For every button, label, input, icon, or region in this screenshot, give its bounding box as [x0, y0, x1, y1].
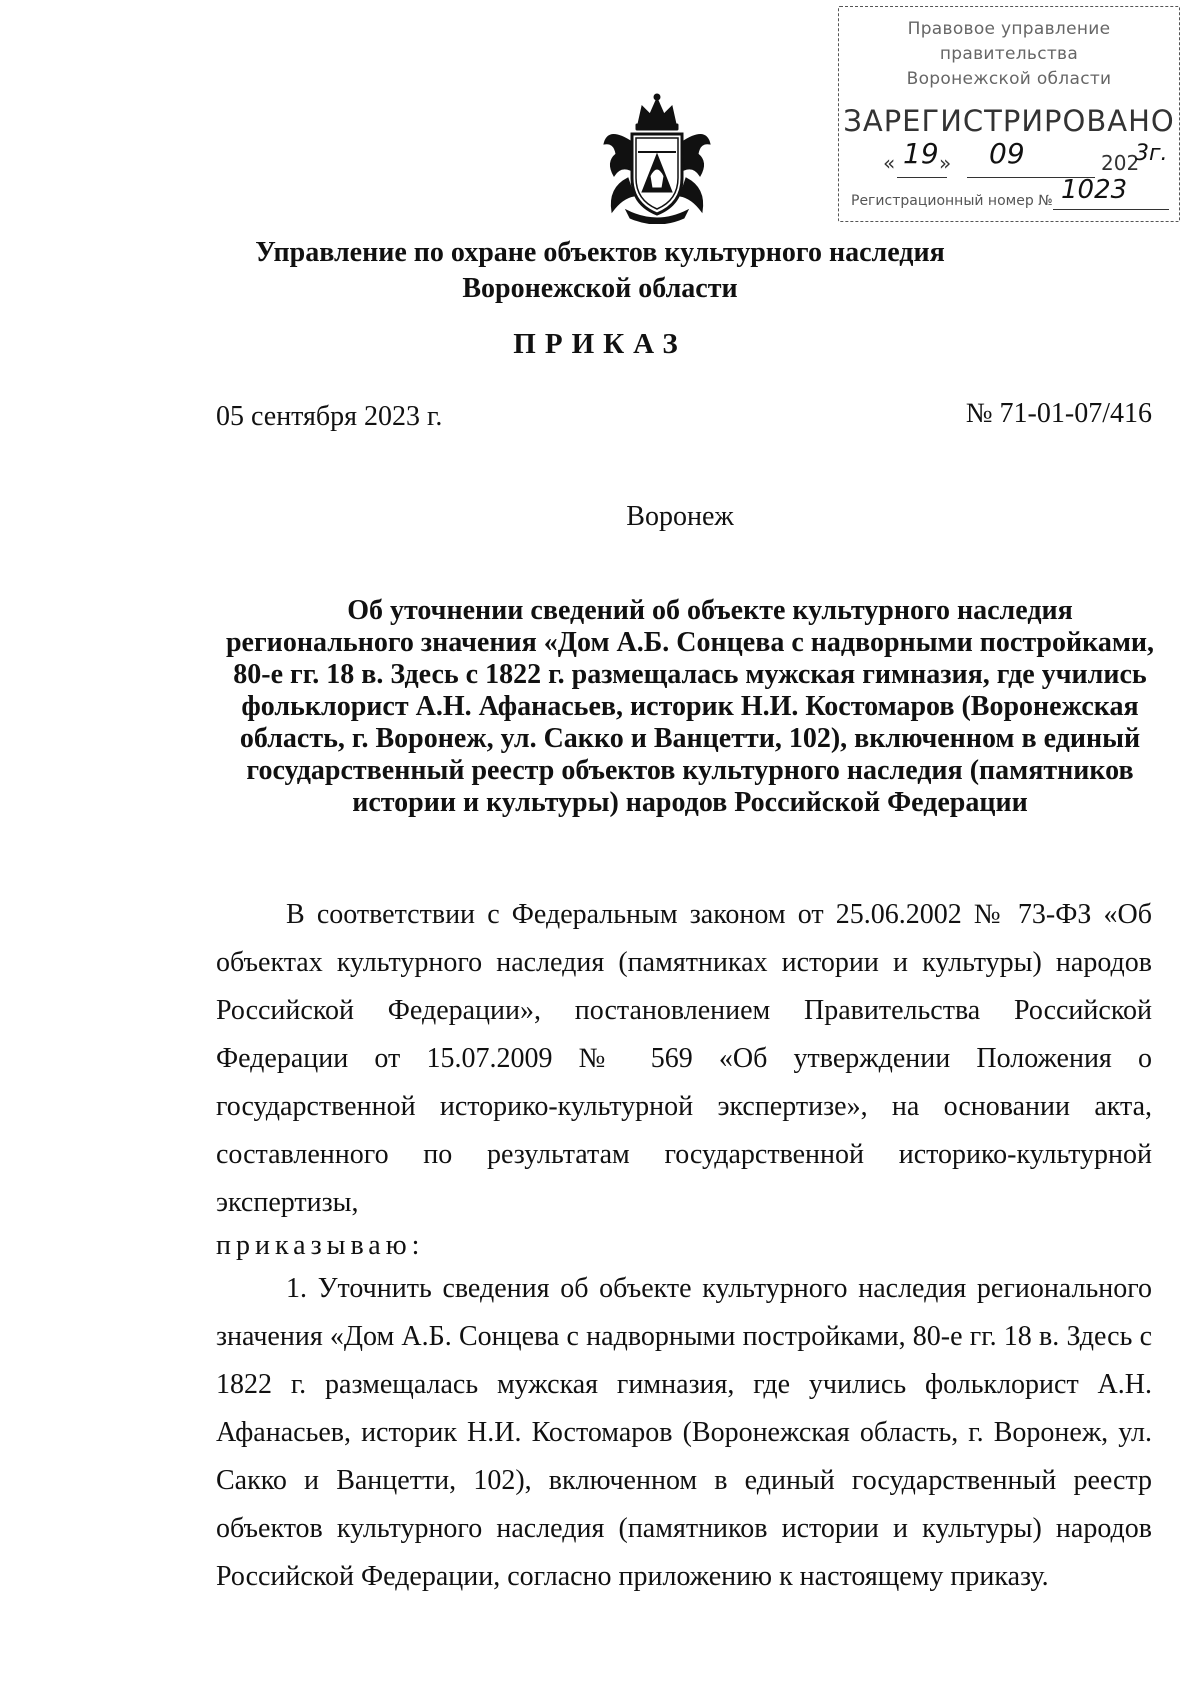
- stamp-org-line2: Воронежской области: [906, 69, 1112, 89]
- preamble-paragraph: В соответствии с Федеральным законом от 25.06.2002 № 73-ФЗ «Об объектах культурного наследия (памятниках истории и культуры) народов Российской Федерации», постановлением Правительства Российской Федерации от 15.07.2009 № 569 «Об утверждении Положения о государственной историко-культурной экспертизе», на основании акта, составленного по результатам государственной историко-культурной экспертизы,: [216, 899, 1152, 1218]
- stamp-quote-open: «: [883, 151, 896, 175]
- stamp-year-prefix: 202: [1101, 151, 1140, 175]
- organization-title-line2: Воронежской области: [462, 273, 738, 304]
- stamp-reg-number-row: [839, 175, 1179, 217]
- coat-of-arms-emblem: [598, 92, 716, 224]
- subject-line: фольклорист А.Н. Афанасьев, историк Н.И. Костомаров (Воронежская: [241, 691, 1139, 722]
- stamp-org-line1: Правовое управление правительства: [907, 19, 1111, 64]
- document-subject: [214, 595, 1166, 819]
- document-type: ПРИКАЗ: [513, 328, 687, 360]
- stamp-quote-close: »: [939, 151, 952, 175]
- stamp-month: 09: [989, 137, 1025, 170]
- subject-line: регионального значения «Дом А.Б. Сонцева с надворными постройками,: [225, 627, 1155, 658]
- stamp-organization: [839, 17, 1179, 92]
- document-date: 05 сентября 2023 г.: [216, 401, 443, 432]
- stamp-reg-number: 1023: [1061, 175, 1128, 205]
- stamp-day-underline: [897, 177, 947, 178]
- subject-line: область, г. Воронеж, ул. Сакко и Ванцетти, 102), включенном в единый: [239, 723, 1141, 754]
- document-number: № 71-01-07/416: [965, 398, 1152, 429]
- stamp-reg-label: Регистрационный номер №: [851, 193, 1053, 209]
- stamp-registered-label: ЗАРЕГИСТРИРОВАНО: [843, 104, 1175, 138]
- subject-line: государственный реестр объектов культурного наследия (памятников: [246, 755, 1134, 786]
- stamp-reg-underline: [1053, 209, 1169, 210]
- stamp-day: 19: [903, 137, 939, 170]
- organization-title-line1: Управление по охране объектов культурного наследия: [255, 237, 945, 268]
- subject-line: истории и культуры) народов Российской Федерации: [352, 787, 1028, 818]
- order-item-1: 1. Уточнить сведения об объекте культурного наследия регионального значения «Дом А.Б. Сонцева с надворными постройками, 80-е гг. 18 в. Здесь с 1822 г. размещалась мужская гимназия, где учились фольклорист А.Н. Афанасьев, историк Н.И. Костомаров (Воронежская область, г. Воронеж, ул. Сакко и Ванцетти, 102), включенном в единый государственный реестр объектов культурного наследия (памятников истории и культуры) народов Российской Федерации, согласно приложению к настоящему приказу.: [216, 1273, 1152, 1592]
- registration-stamp: [838, 6, 1180, 222]
- stamp-date: [839, 137, 1179, 181]
- subject-line: 80-е гг. 18 в. Здесь с 1822 г. размещалась мужская гимназия, где учились: [233, 659, 1147, 690]
- organization-title: [0, 235, 1200, 307]
- document-body: [216, 891, 1152, 1601]
- subject-line: Об уточнении сведений об объекте культурного наследия: [347, 595, 1073, 626]
- stamp-year-suffix: 3г.: [1135, 141, 1168, 166]
- document-city: Воронеж: [626, 501, 734, 532]
- order-word: приказываю:: [216, 1230, 425, 1261]
